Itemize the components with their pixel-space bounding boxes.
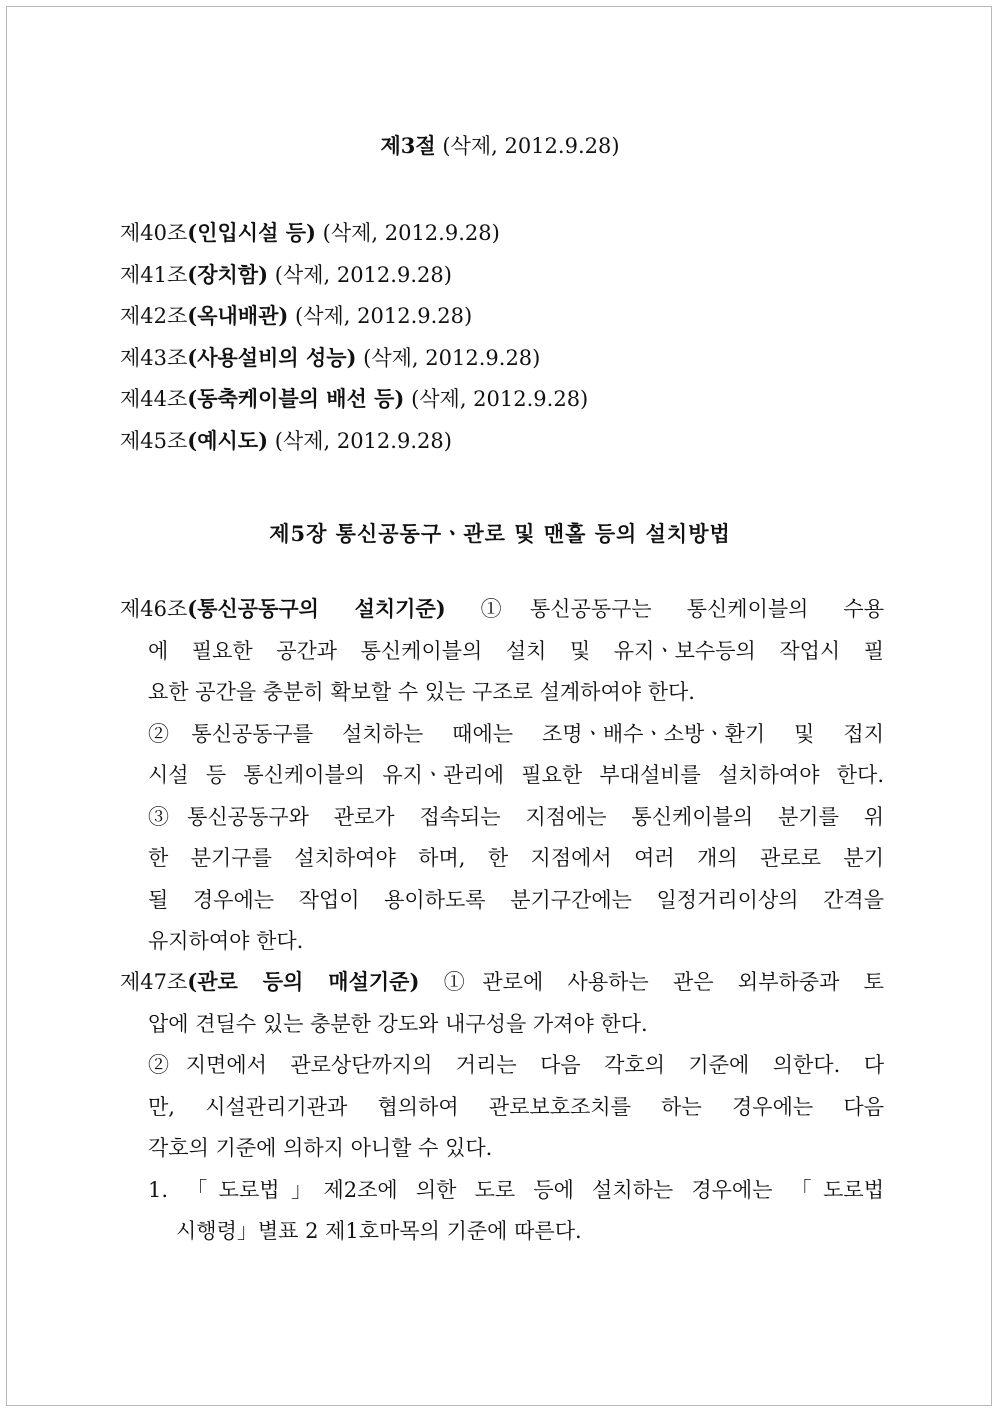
article-number: 제40조 <box>120 221 188 245</box>
article-number: 제46조 <box>120 597 188 621</box>
article-line: 만, 시설관리기관과 협의하여 관로보호조치를 하는 경우에는 다음 <box>148 1094 884 1119</box>
deleted-note: (삭제, 2012.9.28) <box>274 428 452 453</box>
article-number: 제41조 <box>120 262 188 287</box>
article-line: 요한 공간을 충분히 확보할 수 있는 구조로 설계하여야 한다. <box>148 680 695 704</box>
article-title: (장치함) <box>187 261 269 287</box>
article-number: 제44조 <box>120 387 188 411</box>
deleted-note: (삭제, 2012.9.28) <box>363 345 541 370</box>
article-title: (사용설비의 성능) <box>187 344 357 370</box>
deleted-note: (삭제, 2012.9.28) <box>322 221 500 245</box>
article-first-line <box>120 594 884 636</box>
article-title: (통신공동구의 설치기준) <box>187 596 446 621</box>
deleted-note: (삭제, 2012.9.28) <box>295 304 473 328</box>
article-line: 한 분기구를 설치하여야 하며, 한 지점에서 여러 개의 관로로 분기 <box>148 846 884 870</box>
article-line: ②지면에서 관로상단까지의 거리는 다음 각호의 기준에 의한다. 다 <box>148 1053 884 1077</box>
article-line: 각호의 기준에 의하지 아니할 수 있다. <box>148 1136 493 1160</box>
deleted-note: (삭제, 2012.9.28) <box>274 262 452 287</box>
article-line: ②통신공동구를 설치하는 때에는 조명ㆍ배수ㆍ소방ㆍ환기 및 접지 <box>148 721 884 746</box>
article-line: 시설 등 통신케이블의 유지ㆍ관리에 필요한 부대설비를 설치하여야 한다. <box>148 763 884 787</box>
section-deleted-note: (삭제, 2012.9.28) <box>442 134 620 158</box>
article-text: ①관로에 사용하는 관은 외부하중과 토 <box>443 970 884 994</box>
article-title: (관로 등의 매설기준) <box>187 969 420 994</box>
article-line: 압에 견딜수 있는 충분한 강도와 내구성을 가져야 한다. <box>148 1011 648 1036</box>
article-title: (옥내배관) <box>187 303 289 328</box>
article-list-item-continuation: 시행령」별표 2 제1호마목의 기준에 따른다. <box>176 1219 582 1243</box>
deleted-note: (삭제, 2012.9.28) <box>411 387 589 411</box>
article-number: 제45조 <box>120 428 188 453</box>
deleted-article <box>120 301 880 343</box>
deleted-article <box>120 343 880 385</box>
article-line: 에 필요한 공간과 통신케이블의 설치 및 유지ㆍ보수등의 작업시 필 <box>148 638 884 663</box>
deleted-article <box>120 218 880 260</box>
article-line: 유지하여야 한다. <box>148 929 304 953</box>
article-first-line <box>120 967 884 1009</box>
article-title: (인입시설 등) <box>187 220 316 245</box>
section-heading <box>0 130 1000 160</box>
article-line: 될 경우에는 작업이 용이하도록 분기구간에는 일정거리이상의 간격을 <box>148 887 884 912</box>
section-label: 제3절 <box>380 133 436 158</box>
article-46 <box>120 594 884 968</box>
article-47 <box>120 967 884 1258</box>
deleted-article <box>120 260 880 302</box>
deleted-article <box>120 384 880 426</box>
article-text: ①통신공동구는 통신케이블의 수용 <box>480 597 884 621</box>
article-number: 제47조 <box>120 970 188 994</box>
article-list-item: 1. 「도로법」제2조에 의한 도로 등에 설치하는 경우에는 「도로법 <box>148 1177 884 1202</box>
article-title: (예시도) <box>187 427 269 453</box>
article-line: ③통신공동구와 관로가 접속되는 지점에는 통신케이블의 분기를 위 <box>148 804 884 829</box>
chapter-heading: 제5장 통신공동구ㆍ관로 및 맨홀 등의 설치방법 <box>269 521 731 546</box>
deleted-article <box>120 426 880 468</box>
article-number: 제43조 <box>120 345 188 370</box>
article-title: (동축케이블의 배선 등) <box>187 386 405 411</box>
deleted-articles-list <box>120 218 880 467</box>
article-number: 제42조 <box>120 304 188 328</box>
